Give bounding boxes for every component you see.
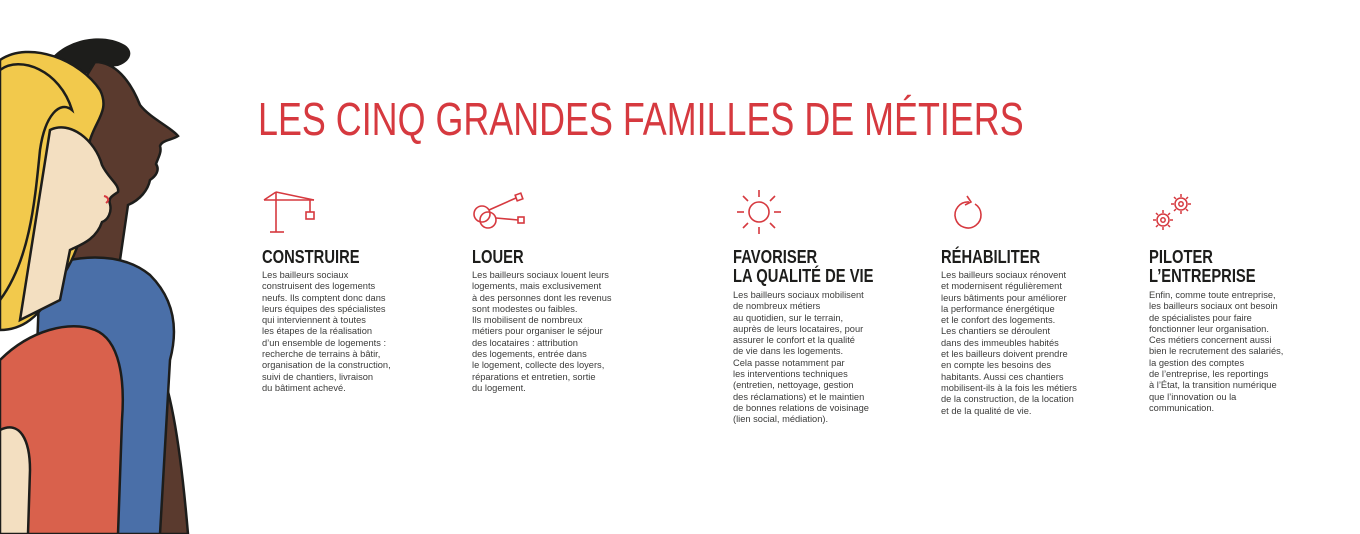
refresh-icon xyxy=(941,186,997,236)
family-heading-line2: L’ENTREPRISE xyxy=(1149,266,1256,286)
sun-icon xyxy=(733,186,789,236)
family-description: Les bailleurs sociaux rénovent et modernisent régulièrement leurs bâtiments pour améliorer la performance énergétique et le confort des logements. Les chantiers se déroulent dans des immeubles habités et les bailleurs doivent prendre en compte les besoins des habitants. Aussi ces chantiers mobilisent-ils à la fois les métiers de la construction, de la location et de la qualité de vie. xyxy=(941,270,1077,416)
crane-icon xyxy=(262,186,318,236)
family-heading: LOUER xyxy=(472,247,524,267)
people-illustration xyxy=(0,0,200,534)
family-description: Les bailleurs sociaux construisent des logements neufs. Ils comptent donc dans leurs équipes des spécialistes qui interviennent à toutes les étapes de la réalisation d’un ensemble de logements : recherche de terrains à bâtir, organisation de la construction, suivi de chantiers, livraison du bâtiment achevé. xyxy=(262,270,391,393)
family-construire xyxy=(262,186,437,394)
family-description: Enfin, comme toute entreprise, les bailleurs sociaux ont besoin de spécialistes pour faire fonctionner leur organisation. Ces métiers concernent aussi bien le recrutement des salariés, la gestion des comptes de l’entreprise, les reportings à l’État, la transition numérique que l’innovation ou la communication. xyxy=(1149,290,1284,413)
keys-icon xyxy=(472,186,528,236)
family-heading: RÉHABILITER xyxy=(941,247,1041,267)
family-heading: CONSTRUIRE xyxy=(262,247,360,267)
family-description: Les bailleurs sociaux mobilisent de nombreux métiers au quotidien, sur le terrain, auprès de leurs locataires, pour assurer le confort et la qualité de vie dans les logements. Cela passe notamment par les interventions techniques (entretien, nettoyage, gestion des réclamations) et le maintien de bonnes relations de voisinage (lien social, médiation). xyxy=(733,290,869,425)
gears-icon xyxy=(1149,186,1205,236)
family-louer xyxy=(472,186,647,394)
family-rehabiliter xyxy=(941,186,1116,417)
family-qualite-de-vie xyxy=(733,186,908,426)
page-title: LES CINQ GRANDES FAMILLES DE MÉTIERS xyxy=(258,93,1024,145)
family-piloter xyxy=(1149,186,1324,414)
family-description: Les bailleurs sociaux louent leurs logements, mais exclusivement à des personnes dont les revenus sont modestes ou faibles. Ils mobilisent de nombreux métiers pour organiser le séjour des locataires : attribution des logements, entrée dans le logement, collecte des loyers, réparations et entretien, sortie du logement. xyxy=(472,270,612,393)
family-heading-line1: PILOTER xyxy=(1149,247,1213,267)
family-heading-line2: LA QUALITÉ DE VIE xyxy=(733,266,874,286)
family-heading-line1: FAVORISER xyxy=(733,247,818,267)
